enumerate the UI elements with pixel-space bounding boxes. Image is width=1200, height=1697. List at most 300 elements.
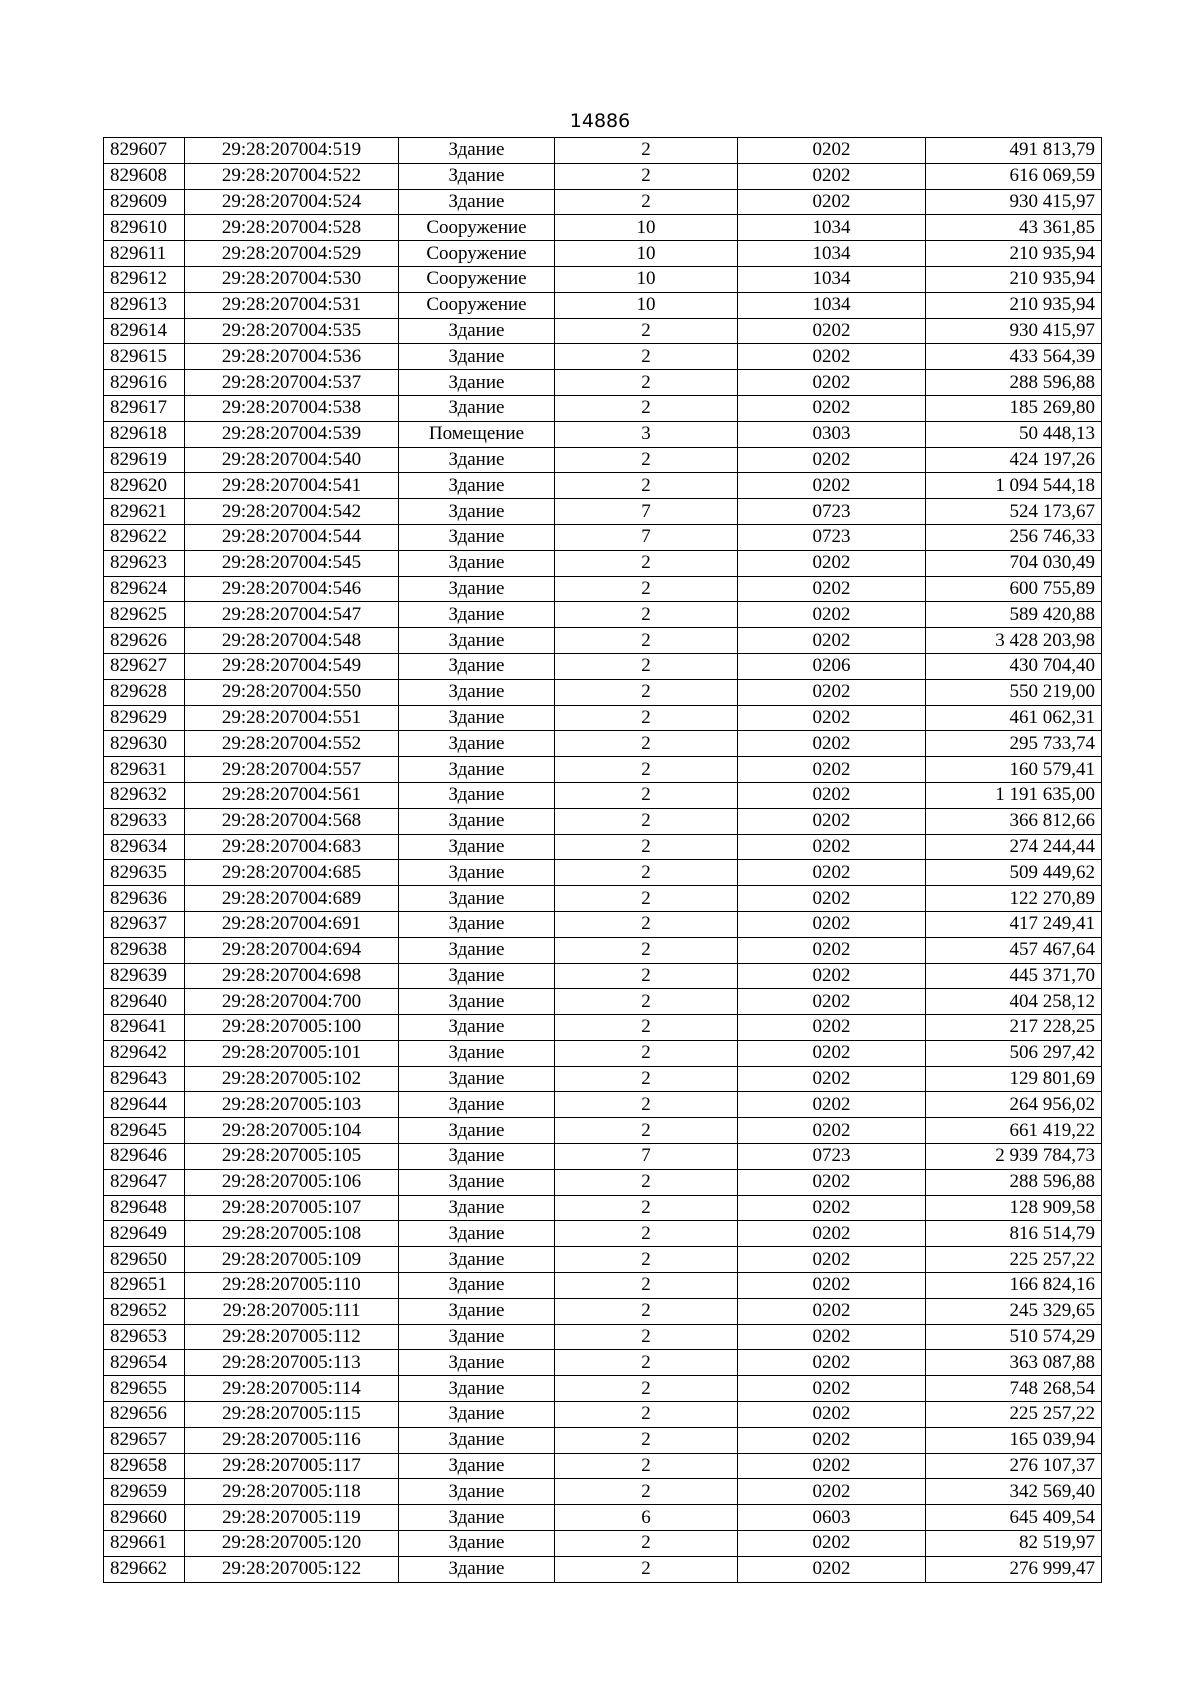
group-cell: 7 <box>555 524 738 550</box>
cadastral-number-cell: 29:28:207005:117 <box>185 1453 399 1479</box>
object-type-cell: Здание <box>399 834 555 860</box>
cadastral-value-cell: 366 812,66 <box>926 808 1102 834</box>
table-row <box>104 1324 1102 1350</box>
row-number-cell: 829643 <box>104 1066 185 1092</box>
group-cell: 2 <box>555 1298 738 1324</box>
cadastral-value-cell: 217 228,25 <box>926 1015 1102 1041</box>
cadastral-value-cell: 342 569,40 <box>926 1479 1102 1505</box>
group-cell: 2 <box>555 1324 738 1350</box>
cadastral-number-cell: 29:28:207004:698 <box>185 963 399 989</box>
row-number-cell: 829630 <box>104 731 185 757</box>
code-cell: 0202 <box>738 1066 926 1092</box>
cadastral-value-cell: 210 935,94 <box>926 241 1102 267</box>
cadastral-value-cell: 930 415,97 <box>926 189 1102 215</box>
table-row <box>104 370 1102 396</box>
group-cell: 2 <box>555 911 738 937</box>
registry-table-body <box>104 138 1102 1583</box>
table-row <box>104 576 1102 602</box>
table-row <box>104 1376 1102 1402</box>
group-cell: 2 <box>555 395 738 421</box>
cadastral-value-cell: 210 935,94 <box>926 266 1102 292</box>
group-cell: 2 <box>555 550 738 576</box>
table-row <box>104 1273 1102 1299</box>
group-cell: 2 <box>555 1015 738 1041</box>
object-type-cell: Здание <box>399 550 555 576</box>
cadastral-number-cell: 29:28:207004:552 <box>185 731 399 757</box>
group-cell: 2 <box>555 653 738 679</box>
cadastral-value-cell: 295 733,74 <box>926 731 1102 757</box>
code-cell: 0202 <box>738 1531 926 1557</box>
row-number-cell: 829655 <box>104 1376 185 1402</box>
cadastral-number-cell: 29:28:207004:524 <box>185 189 399 215</box>
table-row <box>104 1092 1102 1118</box>
code-cell: 0202 <box>738 1376 926 1402</box>
group-cell: 2 <box>555 1221 738 1247</box>
code-cell: 0202 <box>738 1169 926 1195</box>
cadastral-value-cell: 225 257,22 <box>926 1402 1102 1428</box>
code-cell: 0202 <box>738 1298 926 1324</box>
object-type-cell: Сооружение <box>399 292 555 318</box>
code-cell: 0202 <box>738 1247 926 1273</box>
table-row <box>104 241 1102 267</box>
object-type-cell: Сооружение <box>399 215 555 241</box>
row-number-cell: 829649 <box>104 1221 185 1247</box>
group-cell: 2 <box>555 344 738 370</box>
row-number-cell: 829617 <box>104 395 185 421</box>
table-row <box>104 1247 1102 1273</box>
table-row <box>104 1556 1102 1582</box>
table-row <box>104 266 1102 292</box>
code-cell: 0202 <box>738 1118 926 1144</box>
table-row <box>104 1505 1102 1531</box>
cadastral-value-cell: 264 956,02 <box>926 1092 1102 1118</box>
table-row <box>104 602 1102 628</box>
cadastral-number-cell: 29:28:207004:530 <box>185 266 399 292</box>
cadastral-number-cell: 29:28:207005:100 <box>185 1015 399 1041</box>
row-number-cell: 829618 <box>104 421 185 447</box>
cadastral-number-cell: 29:28:207004:547 <box>185 602 399 628</box>
cadastral-number-cell: 29:28:207005:115 <box>185 1402 399 1428</box>
cadastral-value-cell: 3 428 203,98 <box>926 628 1102 654</box>
object-type-cell: Здание <box>399 370 555 396</box>
table-row <box>104 757 1102 783</box>
code-cell: 0202 <box>738 189 926 215</box>
group-cell: 2 <box>555 1169 738 1195</box>
row-number-cell: 829609 <box>104 189 185 215</box>
cadastral-number-cell: 29:28:207004:561 <box>185 782 399 808</box>
cadastral-value-cell: 1 191 635,00 <box>926 782 1102 808</box>
group-cell: 2 <box>555 1427 738 1453</box>
row-number-cell: 829660 <box>104 1505 185 1531</box>
group-cell: 2 <box>555 1066 738 1092</box>
row-number-cell: 829623 <box>104 550 185 576</box>
object-type-cell: Здание <box>399 1092 555 1118</box>
cadastral-value-cell: 433 564,39 <box>926 344 1102 370</box>
table-row <box>104 1298 1102 1324</box>
group-cell: 7 <box>555 1144 738 1170</box>
object-type-cell: Здание <box>399 1195 555 1221</box>
row-number-cell: 829627 <box>104 653 185 679</box>
object-type-cell: Здание <box>399 576 555 602</box>
cadastral-number-cell: 29:28:207005:110 <box>185 1273 399 1299</box>
cadastral-value-cell: 589 420,88 <box>926 602 1102 628</box>
cadastral-value-cell: 276 107,37 <box>926 1453 1102 1479</box>
table-row <box>104 318 1102 344</box>
row-number-cell: 829631 <box>104 757 185 783</box>
row-number-cell: 829622 <box>104 524 185 550</box>
cadastral-number-cell: 29:28:207005:104 <box>185 1118 399 1144</box>
cadastral-number-cell: 29:28:207004:557 <box>185 757 399 783</box>
cadastral-number-cell: 29:28:207005:108 <box>185 1221 399 1247</box>
group-cell: 2 <box>555 782 738 808</box>
cadastral-value-cell: 122 270,89 <box>926 886 1102 912</box>
object-type-cell: Сооружение <box>399 266 555 292</box>
cadastral-value-cell: 816 514,79 <box>926 1221 1102 1247</box>
row-number-cell: 829614 <box>104 318 185 344</box>
table-row <box>104 834 1102 860</box>
group-cell: 2 <box>555 189 738 215</box>
cadastral-number-cell: 29:28:207005:118 <box>185 1479 399 1505</box>
table-row <box>104 989 1102 1015</box>
group-cell: 2 <box>555 989 738 1015</box>
code-cell: 0202 <box>738 602 926 628</box>
object-type-cell: Здание <box>399 395 555 421</box>
code-cell: 0603 <box>738 1505 926 1531</box>
cadastral-value-cell: 930 415,97 <box>926 318 1102 344</box>
object-type-cell: Здание <box>399 757 555 783</box>
table-row <box>104 395 1102 421</box>
code-cell: 0202 <box>738 1427 926 1453</box>
object-type-cell: Здание <box>399 1556 555 1582</box>
group-cell: 2 <box>555 138 738 164</box>
cadastral-value-cell: 288 596,88 <box>926 370 1102 396</box>
cadastral-number-cell: 29:28:207004:536 <box>185 344 399 370</box>
object-type-cell: Здание <box>399 1324 555 1350</box>
cadastral-number-cell: 29:28:207005:107 <box>185 1195 399 1221</box>
table-row <box>104 447 1102 473</box>
cadastral-number-cell: 29:28:207004:685 <box>185 860 399 886</box>
row-number-cell: 829639 <box>104 963 185 989</box>
group-cell: 10 <box>555 241 738 267</box>
cadastral-number-cell: 29:28:207005:119 <box>185 1505 399 1531</box>
code-cell: 0723 <box>738 499 926 525</box>
row-number-cell: 829610 <box>104 215 185 241</box>
cadastral-number-cell: 29:28:207005:112 <box>185 1324 399 1350</box>
code-cell: 1034 <box>738 241 926 267</box>
cadastral-value-cell: 424 197,26 <box>926 447 1102 473</box>
object-type-cell: Здание <box>399 189 555 215</box>
cadastral-number-cell: 29:28:207004:519 <box>185 138 399 164</box>
row-number-cell: 829658 <box>104 1453 185 1479</box>
code-cell: 0202 <box>738 911 926 937</box>
table-row <box>104 1144 1102 1170</box>
row-number-cell: 829645 <box>104 1118 185 1144</box>
cadastral-value-cell: 704 030,49 <box>926 550 1102 576</box>
cadastral-number-cell: 29:28:207004:541 <box>185 473 399 499</box>
object-type-cell: Здание <box>399 524 555 550</box>
row-number-cell: 829647 <box>104 1169 185 1195</box>
group-cell: 2 <box>555 1556 738 1582</box>
code-cell: 0202 <box>738 163 926 189</box>
group-cell: 2 <box>555 757 738 783</box>
cadastral-value-cell: 128 909,58 <box>926 1195 1102 1221</box>
object-type-cell: Здание <box>399 937 555 963</box>
cadastral-number-cell: 29:28:207004:538 <box>185 395 399 421</box>
cadastral-value-cell: 616 069,59 <box>926 163 1102 189</box>
group-cell: 2 <box>555 1273 738 1299</box>
group-cell: 2 <box>555 163 738 189</box>
row-number-cell: 829629 <box>104 705 185 731</box>
cadastral-number-cell: 29:28:207004:551 <box>185 705 399 731</box>
code-cell: 0202 <box>738 473 926 499</box>
cadastral-value-cell: 245 329,65 <box>926 1298 1102 1324</box>
table-row <box>104 860 1102 886</box>
cadastral-value-cell: 210 935,94 <box>926 292 1102 318</box>
cadastral-value-cell: 276 999,47 <box>926 1556 1102 1582</box>
cadastral-number-cell: 29:28:207005:101 <box>185 1040 399 1066</box>
code-cell: 0202 <box>738 679 926 705</box>
object-type-cell: Здание <box>399 163 555 189</box>
table-row <box>104 1066 1102 1092</box>
code-cell: 0202 <box>738 834 926 860</box>
object-type-cell: Здание <box>399 911 555 937</box>
object-type-cell: Здание <box>399 782 555 808</box>
cadastral-value-cell: 509 449,62 <box>926 860 1102 886</box>
cadastral-value-cell: 417 249,41 <box>926 911 1102 937</box>
cadastral-number-cell: 29:28:207005:111 <box>185 1298 399 1324</box>
group-cell: 10 <box>555 292 738 318</box>
group-cell: 2 <box>555 860 738 886</box>
cadastral-number-cell: 29:28:207004:539 <box>185 421 399 447</box>
object-type-cell: Здание <box>399 1453 555 1479</box>
code-cell: 0202 <box>738 1350 926 1376</box>
row-number-cell: 829640 <box>104 989 185 1015</box>
table-row <box>104 1015 1102 1041</box>
group-cell: 2 <box>555 318 738 344</box>
row-number-cell: 829657 <box>104 1427 185 1453</box>
cadastral-number-cell: 29:28:207005:114 <box>185 1376 399 1402</box>
group-cell: 2 <box>555 628 738 654</box>
row-number-cell: 829626 <box>104 628 185 654</box>
object-type-cell: Здание <box>399 679 555 705</box>
object-type-cell: Здание <box>399 473 555 499</box>
code-cell: 0202 <box>738 705 926 731</box>
table-row <box>104 1453 1102 1479</box>
cadastral-value-cell: 506 297,42 <box>926 1040 1102 1066</box>
row-number-cell: 829619 <box>104 447 185 473</box>
cadastral-number-cell: 29:28:207004:528 <box>185 215 399 241</box>
cadastral-number-cell: 29:28:207004:529 <box>185 241 399 267</box>
row-number-cell: 829632 <box>104 782 185 808</box>
code-cell: 0202 <box>738 963 926 989</box>
row-number-cell: 829637 <box>104 911 185 937</box>
object-type-cell: Здание <box>399 1015 555 1041</box>
cadastral-value-cell: 256 746,33 <box>926 524 1102 550</box>
cadastral-value-cell: 165 039,94 <box>926 1427 1102 1453</box>
object-type-cell: Здание <box>399 1531 555 1557</box>
cadastral-value-cell: 288 596,88 <box>926 1169 1102 1195</box>
row-number-cell: 829641 <box>104 1015 185 1041</box>
code-cell: 0202 <box>738 1556 926 1582</box>
row-number-cell: 829656 <box>104 1402 185 1428</box>
object-type-cell: Здание <box>399 808 555 834</box>
group-cell: 10 <box>555 266 738 292</box>
code-cell: 0202 <box>738 1479 926 1505</box>
cadastral-number-cell: 29:28:207004:535 <box>185 318 399 344</box>
code-cell: 0202 <box>738 344 926 370</box>
object-type-cell: Здание <box>399 860 555 886</box>
cadastral-number-cell: 29:28:207004:522 <box>185 163 399 189</box>
code-cell: 0202 <box>738 1195 926 1221</box>
group-cell: 2 <box>555 731 738 757</box>
group-cell: 2 <box>555 1195 738 1221</box>
row-number-cell: 829638 <box>104 937 185 963</box>
cadastral-value-cell: 185 269,80 <box>926 395 1102 421</box>
cadastral-number-cell: 29:28:207004:540 <box>185 447 399 473</box>
row-number-cell: 829634 <box>104 834 185 860</box>
object-type-cell: Здание <box>399 1427 555 1453</box>
cadastral-value-cell: 600 755,89 <box>926 576 1102 602</box>
group-cell: 2 <box>555 963 738 989</box>
table-row <box>104 679 1102 705</box>
row-number-cell: 829620 <box>104 473 185 499</box>
table-row <box>104 1118 1102 1144</box>
cadastral-value-cell: 274 244,44 <box>926 834 1102 860</box>
cadastral-number-cell: 29:28:207004:700 <box>185 989 399 1015</box>
cadastral-number-cell: 29:28:207004:531 <box>185 292 399 318</box>
object-type-cell: Здание <box>399 1376 555 1402</box>
cadastral-number-cell: 29:28:207005:106 <box>185 1169 399 1195</box>
table-row <box>104 524 1102 550</box>
cadastral-value-cell: 225 257,22 <box>926 1247 1102 1273</box>
object-type-cell: Здание <box>399 1066 555 1092</box>
cadastral-value-cell: 129 801,69 <box>926 1066 1102 1092</box>
code-cell: 0202 <box>738 989 926 1015</box>
group-cell: 2 <box>555 1247 738 1273</box>
group-cell: 2 <box>555 1040 738 1066</box>
row-number-cell: 829613 <box>104 292 185 318</box>
group-cell: 10 <box>555 215 738 241</box>
code-cell: 0202 <box>738 1221 926 1247</box>
table-row <box>104 886 1102 912</box>
group-cell: 2 <box>555 834 738 860</box>
cadastral-number-cell: 29:28:207004:542 <box>185 499 399 525</box>
code-cell: 0202 <box>738 1453 926 1479</box>
cadastral-value-cell: 445 371,70 <box>926 963 1102 989</box>
cadastral-number-cell: 29:28:207005:122 <box>185 1556 399 1582</box>
object-type-cell: Здание <box>399 1118 555 1144</box>
group-cell: 2 <box>555 602 738 628</box>
cadastral-value-cell: 50 448,13 <box>926 421 1102 447</box>
code-cell: 0303 <box>738 421 926 447</box>
code-cell: 0202 <box>738 1273 926 1299</box>
cadastral-value-cell: 430 704,40 <box>926 653 1102 679</box>
code-cell: 0202 <box>738 757 926 783</box>
code-cell: 0202 <box>738 808 926 834</box>
code-cell: 0202 <box>738 447 926 473</box>
cadastral-number-cell: 29:28:207004:683 <box>185 834 399 860</box>
code-cell: 0202 <box>738 370 926 396</box>
object-type-cell: Здание <box>399 447 555 473</box>
code-cell: 0202 <box>738 138 926 164</box>
object-type-cell: Здание <box>399 1298 555 1324</box>
group-cell: 2 <box>555 473 738 499</box>
code-cell: 0202 <box>738 1324 926 1350</box>
row-number-cell: 829661 <box>104 1531 185 1557</box>
object-type-cell: Здание <box>399 1505 555 1531</box>
cadastral-value-cell: 43 361,85 <box>926 215 1102 241</box>
page-number: 14886 <box>569 110 631 132</box>
code-cell: 0202 <box>738 782 926 808</box>
object-type-cell: Здание <box>399 1247 555 1273</box>
cadastral-value-cell: 645 409,54 <box>926 1505 1102 1531</box>
row-number-cell: 829654 <box>104 1350 185 1376</box>
table-row <box>104 499 1102 525</box>
table-row <box>104 215 1102 241</box>
code-cell: 0202 <box>738 576 926 602</box>
row-number-cell: 829636 <box>104 886 185 912</box>
row-number-cell: 829611 <box>104 241 185 267</box>
cadastral-number-cell: 29:28:207005:113 <box>185 1350 399 1376</box>
object-type-cell: Здание <box>399 1273 555 1299</box>
cadastral-value-cell: 748 268,54 <box>926 1376 1102 1402</box>
row-number-cell: 829615 <box>104 344 185 370</box>
group-cell: 2 <box>555 808 738 834</box>
table-row <box>104 1427 1102 1453</box>
group-cell: 2 <box>555 705 738 731</box>
cadastral-value-cell: 160 579,41 <box>926 757 1102 783</box>
object-type-cell: Здание <box>399 731 555 757</box>
row-number-cell: 829648 <box>104 1195 185 1221</box>
code-cell: 0202 <box>738 731 926 757</box>
code-cell: 0206 <box>738 653 926 679</box>
table-row <box>104 1479 1102 1505</box>
group-cell: 6 <box>555 1505 738 1531</box>
cadastral-number-cell: 29:28:207004:568 <box>185 808 399 834</box>
group-cell: 7 <box>555 499 738 525</box>
table-row <box>104 163 1102 189</box>
table-row <box>104 550 1102 576</box>
object-type-cell: Здание <box>399 1169 555 1195</box>
group-cell: 2 <box>555 1402 738 1428</box>
code-cell: 1034 <box>738 266 926 292</box>
code-cell: 0202 <box>738 1092 926 1118</box>
code-cell: 0202 <box>738 550 926 576</box>
table-row <box>104 808 1102 834</box>
cadastral-value-cell: 510 574,29 <box>926 1324 1102 1350</box>
cadastral-number-cell: 29:28:207005:105 <box>185 1144 399 1170</box>
cadastral-value-cell: 1 094 544,18 <box>926 473 1102 499</box>
object-type-cell: Здание <box>399 1350 555 1376</box>
object-type-cell: Здание <box>399 138 555 164</box>
object-type-cell: Здание <box>399 963 555 989</box>
row-number-cell: 829662 <box>104 1556 185 1582</box>
row-number-cell: 829616 <box>104 370 185 396</box>
group-cell: 2 <box>555 1453 738 1479</box>
table-row <box>104 705 1102 731</box>
row-number-cell: 829621 <box>104 499 185 525</box>
cadastral-number-cell: 29:28:207005:102 <box>185 1066 399 1092</box>
code-cell: 0202 <box>738 860 926 886</box>
row-number-cell: 829652 <box>104 1298 185 1324</box>
group-cell: 2 <box>555 1118 738 1144</box>
table-row <box>104 1350 1102 1376</box>
row-number-cell: 829653 <box>104 1324 185 1350</box>
row-number-cell: 829607 <box>104 138 185 164</box>
row-number-cell: 829608 <box>104 163 185 189</box>
code-cell: 1034 <box>738 215 926 241</box>
group-cell: 2 <box>555 447 738 473</box>
